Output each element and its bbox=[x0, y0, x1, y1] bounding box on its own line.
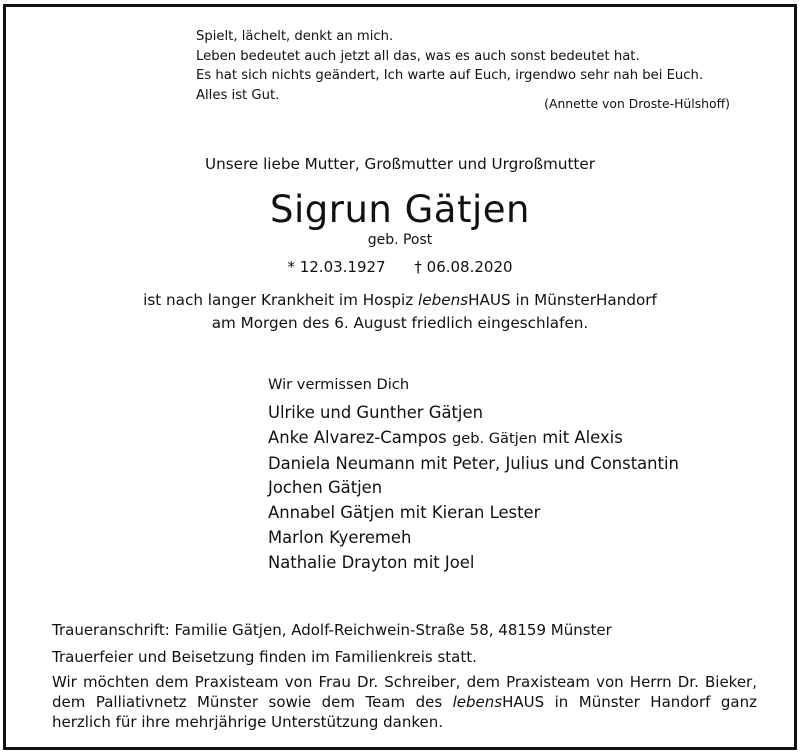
mourner-name: Ulrike und Gunther Gätjen bbox=[268, 403, 483, 422]
mourner-maiden: geb. Gätjen bbox=[451, 429, 537, 447]
thanks-text: HAUS in Münster Handorf ganz herzlich für ihre mehrjährige Unterstützung danken. bbox=[52, 693, 757, 731]
mourning-address: Traueranschrift: Familie Gätjen, Adolf-Reichwein-Straße 58, 48159 Münster bbox=[52, 621, 612, 639]
notice-italic: lebens bbox=[418, 291, 469, 309]
thanks-italic: lebens bbox=[452, 693, 503, 711]
poem-line: Alles ist Gut. bbox=[196, 87, 280, 103]
thanks-text: Wir möchten dem Praxisteam von Frau Dr. Schreiber, dem Praxisteam von Herrn Dr. Bieker, dem Palliativnetz Münster sowie dem Team des bbox=[52, 673, 757, 711]
notice-text: HAUS in MünsterHandorf bbox=[468, 291, 657, 309]
mourner-name: Marlon Kyeremeh bbox=[268, 527, 412, 547]
intro-line: Unsere liebe Mutter, Großmutter und Urgroßmutter bbox=[205, 155, 595, 173]
poem-attribution: (Annette von Droste-Hülshoff) bbox=[544, 96, 730, 111]
thanks-paragraph bbox=[52, 672, 757, 732]
notice-line-2: am Morgen des 6. August friedlich eingeschlafen. bbox=[211, 314, 589, 332]
mourner-name: Jochen Gätjen bbox=[268, 478, 383, 498]
birth-date: * 12.03.1927 bbox=[287, 258, 386, 276]
poem bbox=[196, 27, 703, 105]
deceased-name: Sigrun Gätjen bbox=[270, 188, 530, 231]
notice-text: ist nach langer Krankheit im Hospiz bbox=[143, 291, 419, 309]
ceremony-note: Trauerfeier und Beisetzung finden im Familienkreis statt. bbox=[52, 648, 477, 666]
mourner-name: Daniela Neumann mit Peter, Julius und Constantin bbox=[268, 453, 679, 473]
mourner-name bbox=[268, 426, 679, 452]
mourner-suffix: mit Alexis bbox=[542, 427, 623, 447]
life-dates bbox=[0, 258, 800, 276]
poem-line: Leben bedeutet auch jetzt all das, was es auch sonst bedeutet hat. bbox=[196, 48, 640, 64]
maiden-name: geb. Post bbox=[367, 232, 433, 248]
notice-line-1 bbox=[0, 291, 800, 309]
poem-line: Spielt, lächelt, denkt an mich. bbox=[196, 29, 394, 44]
poem-line: Es hat sich nichts geändert, Ich warte auf Euch, irgendwo sehr nah bei Euch. bbox=[196, 68, 704, 83]
death-date: † 06.08.2020 bbox=[414, 258, 513, 276]
mourners-list bbox=[268, 376, 679, 576]
mourners-heading: Wir vermissen Dich bbox=[268, 376, 410, 393]
mourner-name: Annabel Gätjen mit Kieran Lester bbox=[268, 503, 541, 523]
mourner-name: Nathalie Drayton mit Joel bbox=[268, 552, 475, 572]
mourner-name-text: Anke Alvarez-Campos bbox=[268, 427, 447, 447]
